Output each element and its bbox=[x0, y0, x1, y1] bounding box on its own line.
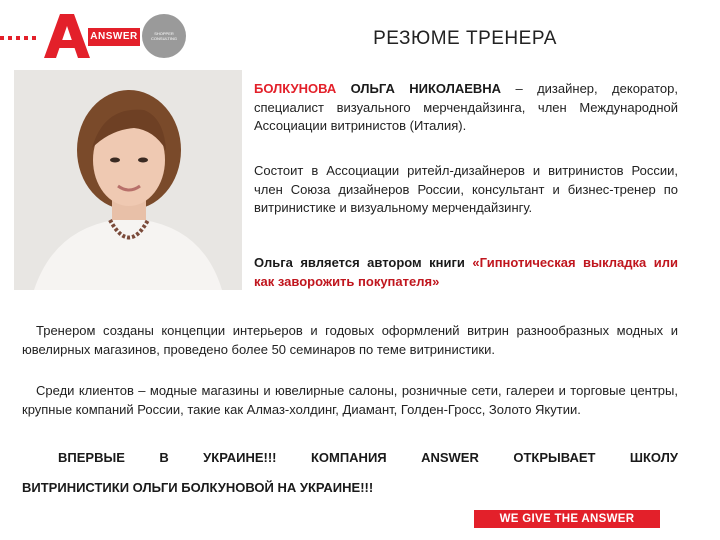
announcement-word: ОТКРЫВАЕТ bbox=[513, 450, 596, 465]
bio-associations: Состоит в Ассоциации ритейл-дизайнеров и витринистов России, член Союза дизайнеров России, консультант и бизнес-тренер по витринистике и визуальному мерчендайзингу. bbox=[254, 163, 678, 215]
body-clients: Среди клиентов – модные магазины и ювелирные салоны, розничные сети, галереи и торговые центры, крупные компаний России, такие как Алмаз-холдинг, Диамант, Голден-Гросс, Золото Якутии. bbox=[22, 383, 678, 417]
trainer-surname: БОЛКУНОВА bbox=[254, 81, 337, 96]
announcement-word: УКРАИНЕ!!! bbox=[203, 450, 277, 465]
body-concepts: Тренером созданы концепции интерьеров и годовых оформлений витрин разнообразных модных и ювелирных магазинов, проведено более 50 семинаров по теме витринистики. bbox=[22, 323, 678, 357]
trainer-photo bbox=[14, 70, 242, 290]
bio-book-lead: Ольга является автором книги bbox=[254, 255, 473, 270]
page-title: РЕЗЮМЕ ТРЕНЕРА bbox=[373, 28, 557, 49]
announcement-line-2: ВИТРИНИСТИКИ ОЛЬГИ БОЛКУНОВОЙ НА УКРАИНЕ!!! bbox=[22, 480, 374, 495]
shopper-consulting-logo bbox=[142, 14, 186, 58]
announcement-word: ANSWER bbox=[421, 450, 479, 465]
announcement-word: В bbox=[159, 450, 169, 465]
bio-book-title: «Гипнотическая выкладка или как заворожить покупателя» bbox=[254, 255, 678, 289]
trainer-given-names: ОЛЬГА НИКОЛАЕВНА bbox=[350, 81, 502, 96]
answer-logo-wordmark: ANSWER bbox=[88, 28, 140, 46]
answer-a-logo-icon bbox=[40, 12, 92, 58]
bio-intro bbox=[254, 80, 678, 136]
announcement-word: ШКОЛУ bbox=[629, 450, 678, 465]
bio-intro-text: – дизайнер, декоратор, специалист визуального мерчендайзинга, член Международной Ассоциации витринистов (Италия). bbox=[254, 81, 678, 133]
announcement-word: КОМПАНИЯ bbox=[310, 450, 387, 465]
announcement-line-1 bbox=[22, 450, 678, 465]
announcement-word: ВПЕРВЫЕ bbox=[58, 450, 125, 465]
logo-circle-line-2: CONSULTING bbox=[151, 36, 177, 41]
decorative-dots bbox=[0, 36, 42, 42]
tagline-banner: WE GIVE THE ANSWER bbox=[474, 510, 660, 528]
logo-circle-line-1: SHOPPER bbox=[154, 31, 174, 36]
bio-book bbox=[254, 254, 678, 291]
